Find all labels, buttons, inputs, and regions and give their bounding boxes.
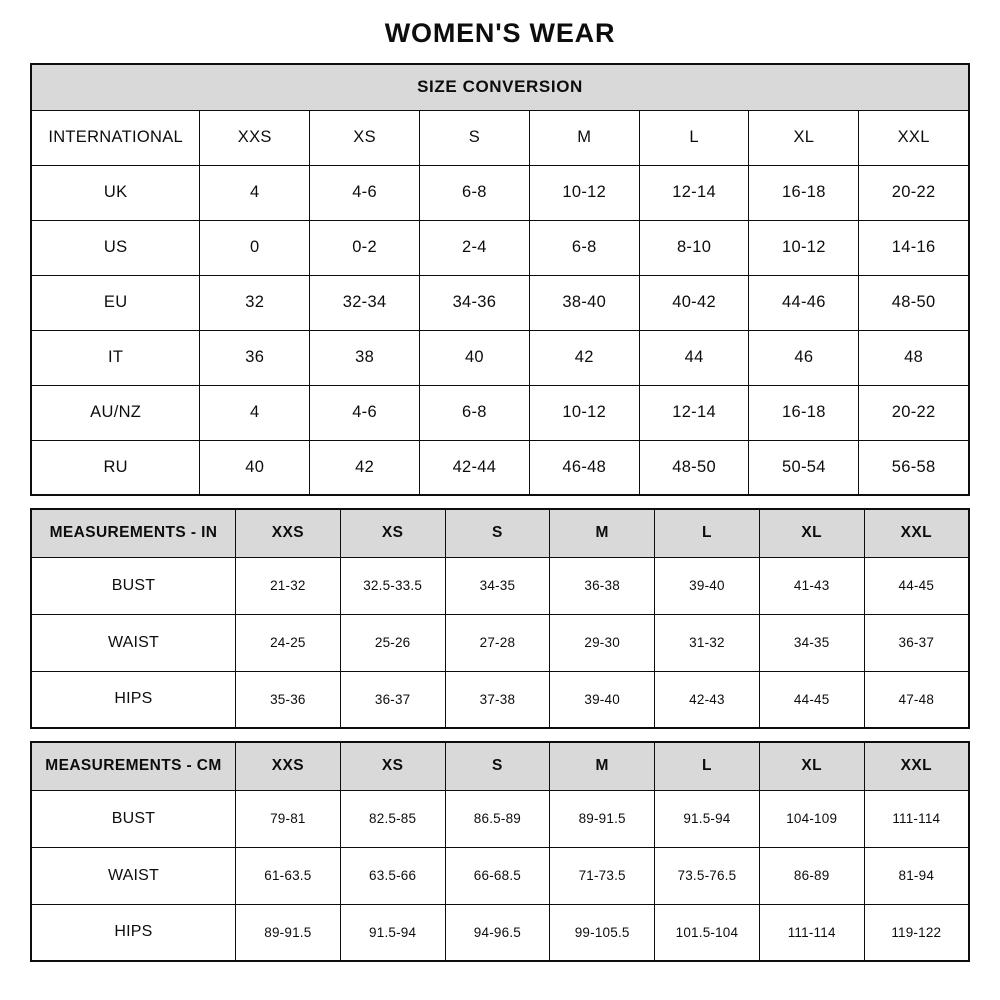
size-column-header: XXS <box>235 509 340 557</box>
value-cell: 4 <box>200 385 310 440</box>
value-cell: 47-48 <box>864 671 969 728</box>
value-cell: 4-6 <box>310 165 420 220</box>
value-cell: 46 <box>749 330 859 385</box>
table-row <box>31 385 969 440</box>
value-cell: 50-54 <box>749 440 859 495</box>
value-cell: 4 <box>200 165 310 220</box>
table-row <box>31 165 969 220</box>
row-label-cell: UK <box>31 165 200 220</box>
value-cell: 99-105.5 <box>550 904 655 961</box>
row-label-cell: WAIST <box>31 614 235 671</box>
value-cell: 24-25 <box>235 614 340 671</box>
value-cell: 111-114 <box>759 904 864 961</box>
size-column-header: XL <box>759 509 864 557</box>
value-cell: 86-89 <box>759 847 864 904</box>
value-cell: 79-81 <box>235 790 340 847</box>
row-label-cell: HIPS <box>31 904 235 961</box>
size-column-header: XS <box>310 110 420 165</box>
size-column-header: XL <box>759 742 864 790</box>
size-column-header: L <box>655 742 760 790</box>
row-label-header: INTERNATIONAL <box>31 110 200 165</box>
row-label-header: MEASUREMENTS - CM <box>31 742 235 790</box>
row-label-cell: WAIST <box>31 847 235 904</box>
value-cell: 12-14 <box>639 385 749 440</box>
table-row <box>31 847 969 904</box>
value-cell: 73.5-76.5 <box>655 847 760 904</box>
table-row <box>31 671 969 728</box>
measurements-cm-table <box>30 741 970 962</box>
size-column-header: M <box>550 509 655 557</box>
value-cell: 21-32 <box>235 557 340 614</box>
value-cell: 34-36 <box>420 275 530 330</box>
row-label-cell: IT <box>31 330 200 385</box>
value-cell: 32 <box>200 275 310 330</box>
value-cell: 86.5-89 <box>445 790 550 847</box>
value-cell: 2-4 <box>420 220 530 275</box>
value-cell: 36-38 <box>550 557 655 614</box>
value-cell: 38 <box>310 330 420 385</box>
row-label-cell: HIPS <box>31 671 235 728</box>
size-column-header: XS <box>340 509 445 557</box>
value-cell: 8-10 <box>639 220 749 275</box>
value-cell: 42-43 <box>655 671 760 728</box>
value-cell: 42 <box>529 330 639 385</box>
size-conversion-title: SIZE CONVERSION <box>31 64 969 110</box>
value-cell: 41-43 <box>759 557 864 614</box>
row-label-cell: RU <box>31 440 200 495</box>
table-row <box>31 614 969 671</box>
size-column-header: S <box>445 509 550 557</box>
table-row <box>31 904 969 961</box>
value-cell: 12-14 <box>639 165 749 220</box>
value-cell: 101.5-104 <box>655 904 760 961</box>
value-cell: 4-6 <box>310 385 420 440</box>
value-cell: 16-18 <box>749 385 859 440</box>
row-label-cell: AU/NZ <box>31 385 200 440</box>
table-row <box>31 440 969 495</box>
value-cell: 6-8 <box>529 220 639 275</box>
size-column-header: XL <box>749 110 859 165</box>
size-column-header: XXL <box>864 509 969 557</box>
table-row <box>31 220 969 275</box>
value-cell: 81-94 <box>864 847 969 904</box>
value-cell: 48 <box>859 330 969 385</box>
value-cell: 34-35 <box>759 614 864 671</box>
size-conversion-body <box>31 165 969 495</box>
value-cell: 20-22 <box>859 385 969 440</box>
measurements-in-body <box>31 557 969 728</box>
value-cell: 36 <box>200 330 310 385</box>
value-cell: 20-22 <box>859 165 969 220</box>
value-cell: 40 <box>420 330 530 385</box>
measurements-cm-body <box>31 790 969 961</box>
size-column-header: XXS <box>235 742 340 790</box>
value-cell: 10-12 <box>529 385 639 440</box>
measurements-cm-header-row <box>31 742 969 790</box>
value-cell: 61-63.5 <box>235 847 340 904</box>
row-label-cell: BUST <box>31 790 235 847</box>
value-cell: 119-122 <box>864 904 969 961</box>
value-cell: 48-50 <box>639 440 749 495</box>
value-cell: 48-50 <box>859 275 969 330</box>
row-label-header: MEASUREMENTS - IN <box>31 509 235 557</box>
value-cell: 25-26 <box>340 614 445 671</box>
value-cell: 10-12 <box>749 220 859 275</box>
size-column-header: M <box>529 110 639 165</box>
value-cell: 42 <box>310 440 420 495</box>
size-column-header: M <box>550 742 655 790</box>
value-cell: 89-91.5 <box>550 790 655 847</box>
value-cell: 44-45 <box>864 557 969 614</box>
value-cell: 82.5-85 <box>340 790 445 847</box>
size-conversion-header-row <box>31 110 969 165</box>
size-column-header: S <box>445 742 550 790</box>
size-column-header: S <box>420 110 530 165</box>
value-cell: 104-109 <box>759 790 864 847</box>
value-cell: 6-8 <box>420 385 530 440</box>
value-cell: 10-12 <box>529 165 639 220</box>
value-cell: 63.5-66 <box>340 847 445 904</box>
value-cell: 66-68.5 <box>445 847 550 904</box>
value-cell: 44-46 <box>749 275 859 330</box>
value-cell: 44-45 <box>759 671 864 728</box>
value-cell: 16-18 <box>749 165 859 220</box>
table-row <box>31 275 969 330</box>
size-column-header: XS <box>340 742 445 790</box>
value-cell: 0-2 <box>310 220 420 275</box>
value-cell: 44 <box>639 330 749 385</box>
value-cell: 34-35 <box>445 557 550 614</box>
value-cell: 89-91.5 <box>235 904 340 961</box>
table-row <box>31 790 969 847</box>
value-cell: 46-48 <box>529 440 639 495</box>
value-cell: 32.5-33.5 <box>340 557 445 614</box>
value-cell: 14-16 <box>859 220 969 275</box>
size-column-header: XXS <box>200 110 310 165</box>
value-cell: 36-37 <box>340 671 445 728</box>
value-cell: 39-40 <box>655 557 760 614</box>
value-cell: 6-8 <box>420 165 530 220</box>
value-cell: 0 <box>200 220 310 275</box>
value-cell: 56-58 <box>859 440 969 495</box>
value-cell: 111-114 <box>864 790 969 847</box>
row-label-cell: US <box>31 220 200 275</box>
measurements-in-table <box>30 508 970 729</box>
page-title: WOMEN'S WEAR <box>384 18 616 48</box>
value-cell: 71-73.5 <box>550 847 655 904</box>
value-cell: 31-32 <box>655 614 760 671</box>
size-column-header: L <box>639 110 749 165</box>
value-cell: 40-42 <box>639 275 749 330</box>
size-column-header: L <box>655 509 760 557</box>
row-label-cell: BUST <box>31 557 235 614</box>
size-conversion-banner-row <box>31 64 969 110</box>
value-cell: 36-37 <box>864 614 969 671</box>
value-cell: 35-36 <box>235 671 340 728</box>
size-conversion-table <box>30 63 970 496</box>
value-cell: 37-38 <box>445 671 550 728</box>
value-cell: 27-28 <box>445 614 550 671</box>
value-cell: 38-40 <box>529 275 639 330</box>
value-cell: 40 <box>200 440 310 495</box>
table-row <box>31 557 969 614</box>
row-label-cell: EU <box>31 275 200 330</box>
value-cell: 42-44 <box>420 440 530 495</box>
value-cell: 29-30 <box>550 614 655 671</box>
value-cell: 39-40 <box>550 671 655 728</box>
size-column-header: XXL <box>859 110 969 165</box>
value-cell: 32-34 <box>310 275 420 330</box>
value-cell: 91.5-94 <box>655 790 760 847</box>
value-cell: 94-96.5 <box>445 904 550 961</box>
table-row <box>31 330 969 385</box>
size-column-header: XXL <box>864 742 969 790</box>
value-cell: 91.5-94 <box>340 904 445 961</box>
measurements-in-header-row <box>31 509 969 557</box>
